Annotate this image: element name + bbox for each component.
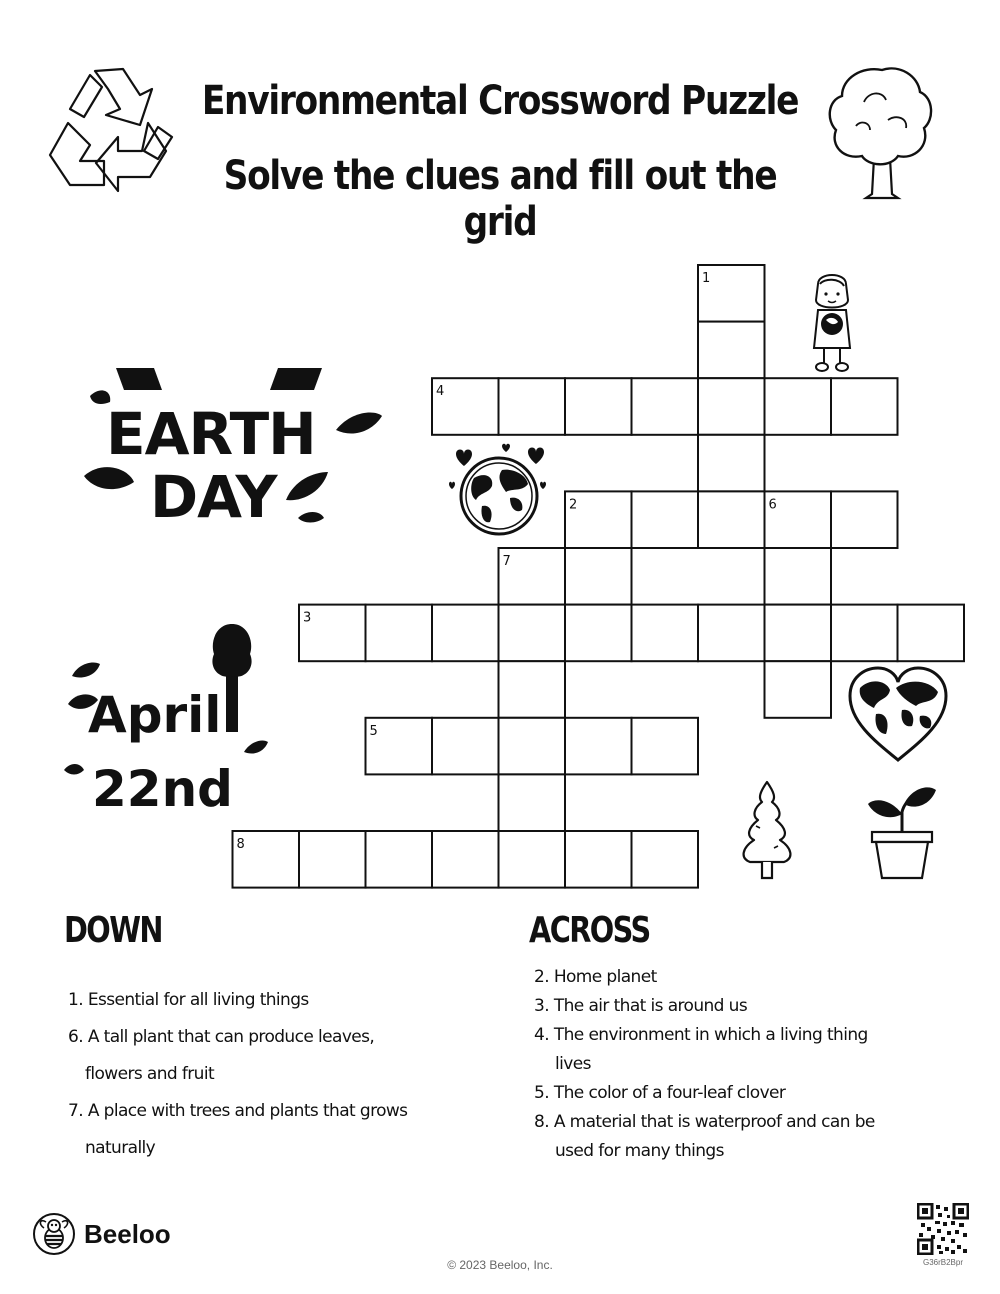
crossword-cell[interactable] [366,831,433,888]
page-subtitle: Solve the clues and fill out the grid [223,153,777,245]
down-clue: 1. Essential for all living things [68,990,309,1010]
crossword-cell[interactable] [299,831,366,888]
crossword-cell[interactable] [432,605,499,662]
crossword-cell[interactable] [499,774,566,831]
crossword-cell[interactable] [898,605,965,662]
down-clue-list [68,982,428,1167]
date-line2: 22nd [92,760,233,818]
leaf-icon [244,740,268,753]
earth-day-line2: DAY [150,463,277,530]
crossword-cell[interactable] [698,491,765,548]
potted-plant-icon [864,778,940,882]
crossword-cell[interactable] [765,548,832,605]
date-line1: April [88,686,222,744]
qr-code-label: G36rB2Bpr [922,1258,964,1267]
globe-hearts-icon [446,440,552,536]
leaf-icon [72,663,100,678]
down-clue: 7. A place with trees and plants that grows naturally [68,1101,408,1158]
crossword-cell[interactable] [831,605,898,662]
crossword-cell[interactable] [432,831,499,888]
heart-globe-icon [846,664,950,764]
crossword-cell[interactable] [432,718,499,775]
clue-number: 3 [303,610,312,626]
girl-holding-globe-icon [804,270,860,374]
clue-number: 8 [236,837,245,852]
crossword-cell[interactable] [698,322,765,379]
down-clue: 6. A tall plant that can produce leaves, flowers and fruit [68,1027,375,1084]
across-clue: 4. The environment in which a living thing lives [534,1025,868,1074]
crossword-cell[interactable] [632,491,699,548]
crossword-cell[interactable] [499,661,566,718]
crossword-cell[interactable] [632,605,699,662]
brand [32,1212,171,1256]
clue-number: 5 [369,723,378,739]
crossword-cell[interactable] [565,605,632,662]
page-title: Environmental Crossword Puzzle [201,78,799,124]
leaf-icon [64,764,84,775]
across-heading: ACROSS [529,910,650,951]
clue-number: 1 [702,271,711,286]
across-clue-list [534,963,894,1166]
clue-number: 7 [502,554,511,569]
crossword-cell[interactable] [698,378,765,435]
across-clue: 8. A material that is waterproof and can be used for many things [534,1112,875,1161]
april-22nd-logo [62,620,282,820]
across-clue: 5. The color of a four-leaf clover [534,1083,786,1103]
crossword-cell[interactable] [632,718,699,775]
qr-code-icon [917,1203,969,1255]
crossword-cell[interactable] [831,378,898,435]
brand-name: Beeloo [84,1218,171,1249]
across-clue: 3. The air that is around us [534,996,748,1016]
bee-logo-icon [32,1212,76,1256]
crossword-cell[interactable] [499,605,566,662]
crossword-cell[interactable] [499,378,566,435]
crossword-cell[interactable] [499,831,566,888]
crossword-cell[interactable] [632,831,699,888]
crossword-cell[interactable] [765,378,832,435]
across-clue: 2. Home planet [534,967,657,987]
clue-number: 6 [768,497,777,513]
crossword-cell[interactable] [565,831,632,888]
crossword-cell[interactable] [366,605,433,662]
crossword-cell[interactable] [765,661,832,718]
pine-tree-icon [734,778,800,882]
crossword-cell[interactable] [565,378,632,435]
crossword-cell[interactable] [632,378,699,435]
clue-number: 2 [569,497,578,513]
crossword-cell[interactable] [499,718,566,775]
down-heading: DOWN [64,910,162,951]
crossword-cell[interactable] [831,491,898,548]
crossword-cell[interactable] [698,605,765,662]
copyright: © 2023 Beeloo, Inc. [447,1258,553,1272]
crossword-cell[interactable] [565,718,632,775]
crossword-cell[interactable] [565,548,632,605]
crossword-cell[interactable] [698,435,765,492]
clue-number: 4 [436,384,445,400]
earth-day-line1: EARTH [106,400,316,468]
crossword-cell[interactable] [765,605,832,662]
